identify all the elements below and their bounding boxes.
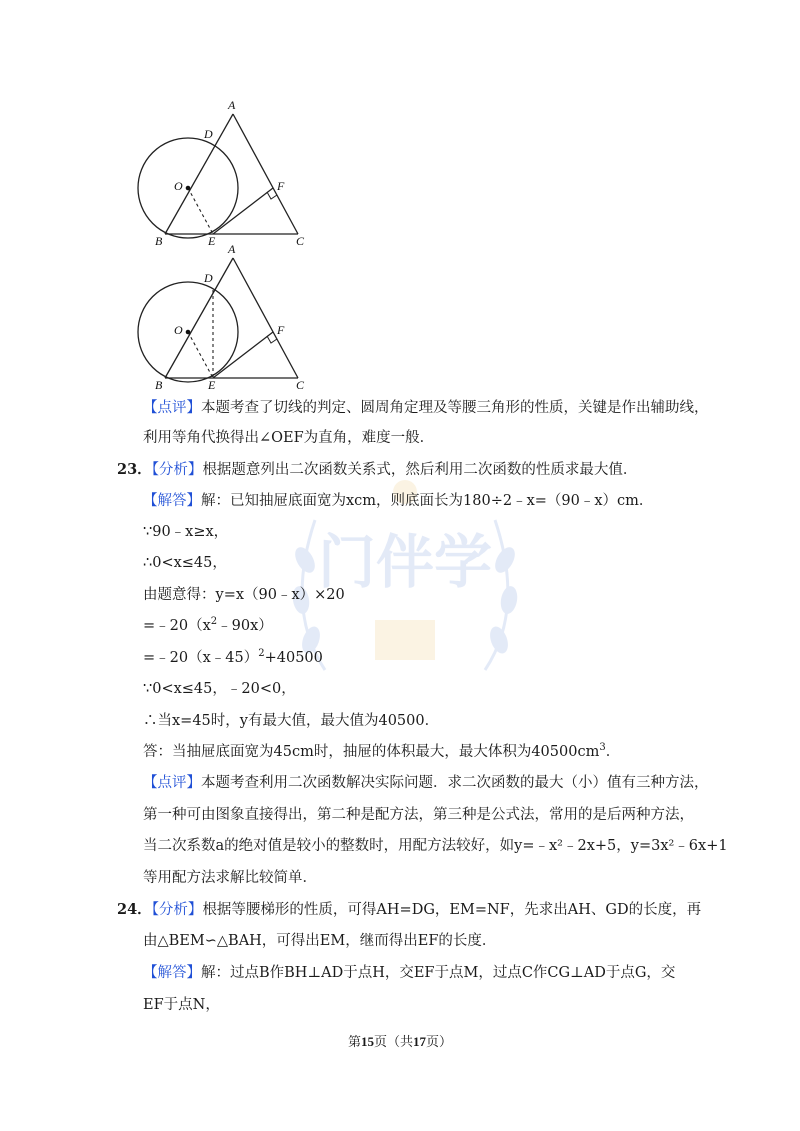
q23-comment-2: 第一种可由图象直接得出，第二种是配方法，第三种是公式法，常用的是后两种方法， (143, 807, 694, 823)
q23-solution-6: =﹣20（x﹣45）$^2$+40500 (143, 648, 323, 666)
svg-text:E: E (208, 234, 216, 246)
q23-comment-3: 当二次系数a的绝对值是较小的整数时，用配方法较好，如y=﹣x²﹣2x+5，y=3x²﹣6x+1 (143, 838, 728, 854)
q23-solution-3: ∴0<x≤45， (143, 555, 227, 571)
comment-tag: 【点评】 (143, 775, 201, 791)
q23-comment-4: 等用配方法求解比较简单． (143, 870, 317, 886)
current-page: 15 (360, 1034, 374, 1049)
svg-text:O: O (174, 323, 183, 337)
q24-solution-1: 【解答】解：过点B作BH⊥AD于点H，交EF于点M，过点C作CG⊥AD于点G，交 (143, 965, 676, 981)
svg-text:F: F (277, 323, 285, 337)
analysis-tag: 【分析】 (151, 902, 203, 918)
svg-text:O: O (174, 179, 183, 193)
q23-comment-1: 【点评】本题考查利用二次函数解决实际问题．求二次函数的最大（小）值有三种方法， (143, 775, 709, 791)
comment22-line2: 利用等角代换得出∠OEF为直角，难度一般． (143, 430, 435, 446)
svg-text:C: C (296, 234, 305, 246)
svg-text:E: E (208, 378, 216, 390)
watermark-text: 门伴学 (317, 528, 493, 596)
svg-text:B: B (155, 234, 163, 246)
svg-text:C: C (296, 378, 305, 390)
q24-analysis-1: 24．【分析】根据等腰梯形的性质，可得AH=DG，EM=NF，先求出AH、GD的长度，再 (117, 901, 702, 918)
svg-text:A: A (228, 98, 236, 112)
question-number: 24． (117, 901, 152, 918)
total-pages: 17 (413, 1034, 426, 1049)
q23-solution-1: 【解答】解：已知抽屉底面宽为xcm，则底面长为180÷2﹣x=（90﹣x）cm． (143, 493, 654, 509)
q24-solution-2: EF于点N， (143, 997, 220, 1013)
q23-solution-7: ∵0<x≤45，﹣20<0， (143, 681, 296, 697)
svg-text:F: F (277, 179, 285, 193)
q23-solution-8: ∴当x=45时，y有最大值，最大值为40500． (143, 713, 440, 729)
question-number: 23． (117, 461, 152, 478)
q23-analysis: 23．【分析】根据题意列出二次函数关系式，然后利用二次函数的性质求最大值． (117, 461, 638, 478)
geometry-figure-1 (130, 96, 330, 246)
q23-solution-2: ∵90﹣x≥x， (143, 524, 229, 540)
svg-text:D: D (204, 271, 213, 285)
q23-solution-4: 由题意得：y=x（90﹣x）×20 (143, 587, 345, 603)
svg-text:D: D (204, 127, 213, 141)
svg-text:A: A (228, 242, 236, 256)
solution-tag: 【解答】 (143, 965, 201, 981)
page-footer: 第15页（共17页） (347, 1034, 453, 1050)
q23-answer: 答：当抽屉底面宽为45cm时，抽屉的体积最大，最大体积为$40500cm^3$． (143, 742, 621, 760)
solution-tag: 【解答】 (143, 493, 201, 509)
q23-solution-5: $=﹣20(x^2﹣90x)$ (143, 616, 273, 634)
analysis-tag: 【分析】 (151, 462, 203, 478)
geometry-figure-2 (130, 240, 330, 390)
svg-text:B: B (155, 378, 163, 390)
comment-tag: 【点评】 (143, 400, 201, 416)
q24-analysis-2: 由△BEM∽△BAH，可得出EM，继而得出EF的长度． (143, 933, 497, 949)
comment22-line1: 【点评】本题考查了切线的判定、圆周角定理及等腰三角形的性质，关键是作出辅助线， (143, 400, 709, 416)
